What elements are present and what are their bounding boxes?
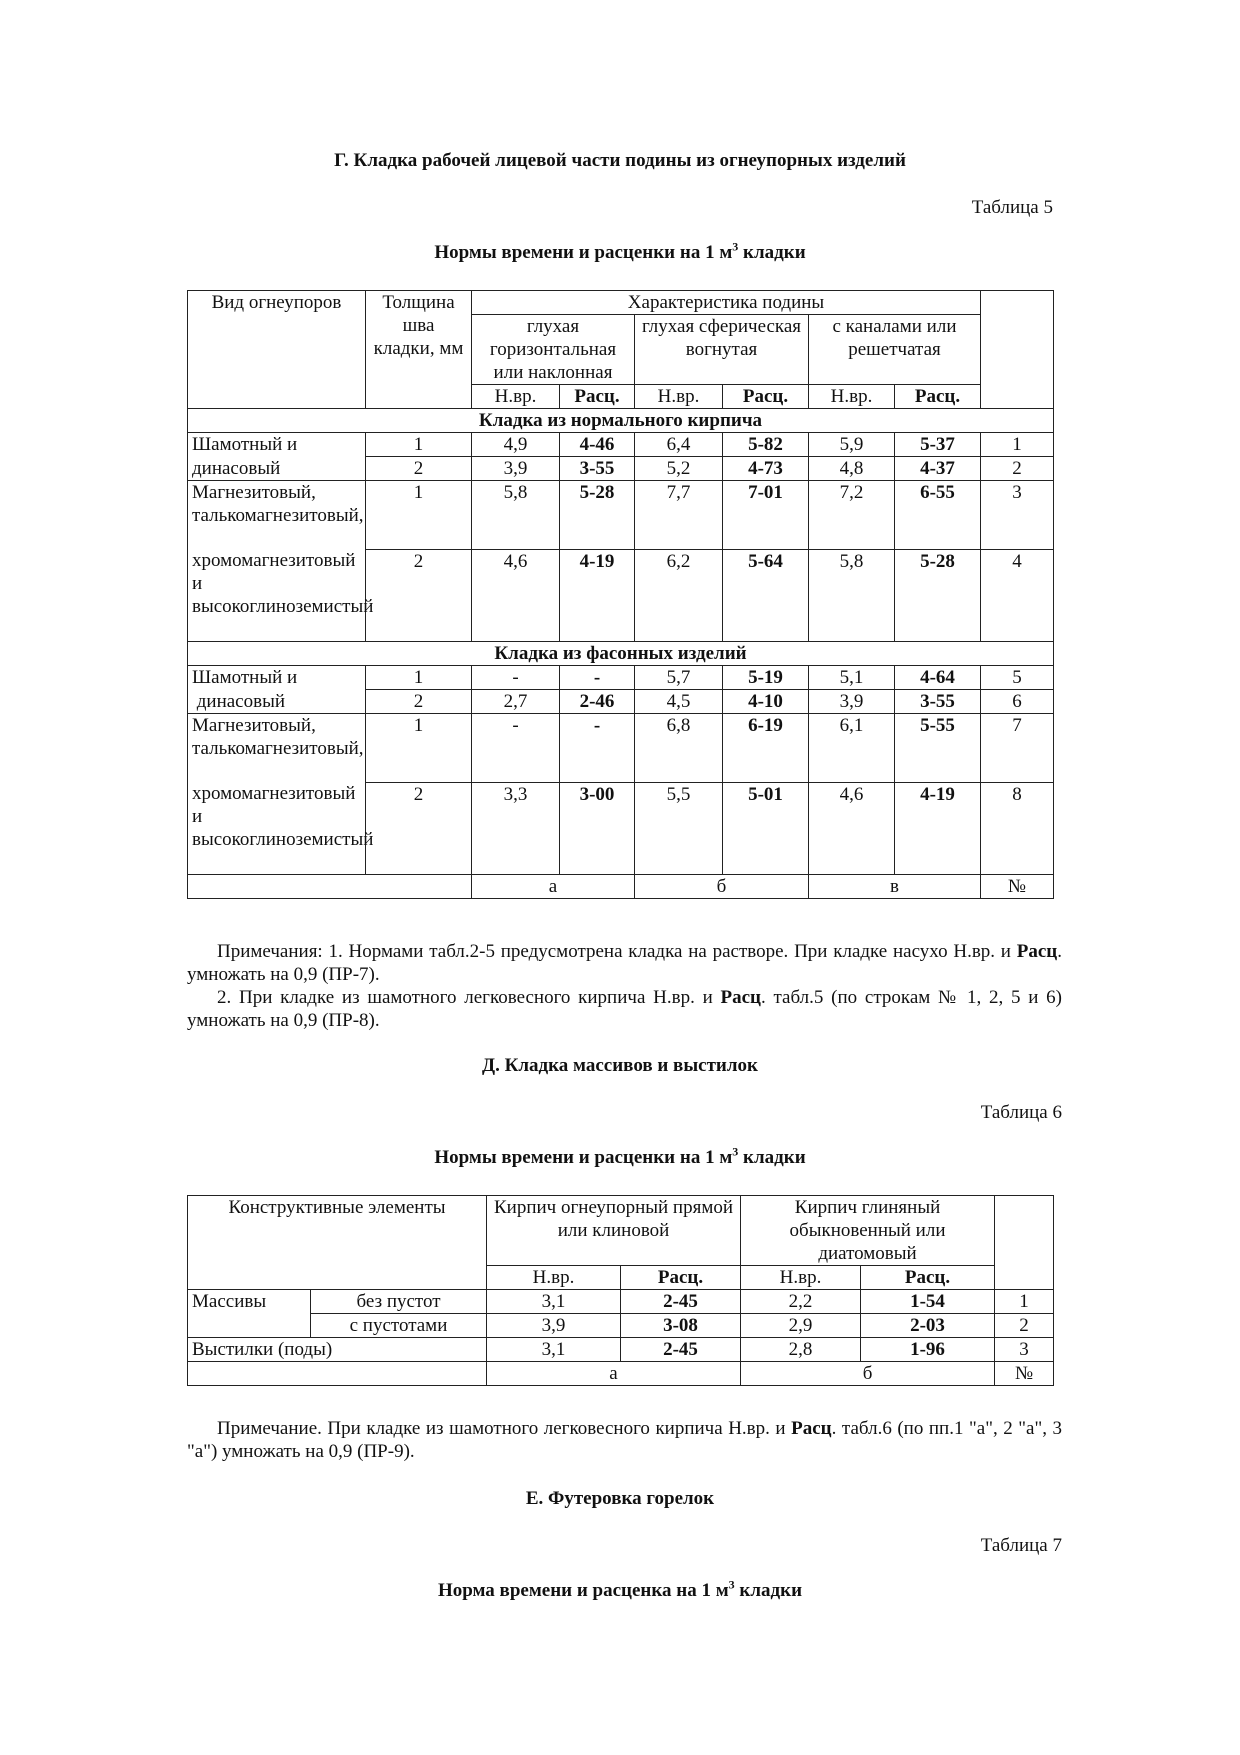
cell: 5,7	[635, 666, 723, 690]
footer-a: а	[487, 1362, 741, 1386]
row-type: Шамотный и	[188, 666, 366, 690]
table-footer	[188, 875, 1054, 899]
cell: 1-54	[861, 1290, 995, 1314]
cell: 6,4	[635, 433, 723, 457]
note-bold: Расц	[720, 987, 762, 1008]
cell: 5,2	[635, 457, 723, 481]
row-number: 4	[981, 549, 1054, 642]
header-refractory-brick: Кирпич огнеупорный прямой или клиновой	[487, 1196, 741, 1266]
cell: 6,1	[809, 714, 895, 783]
cell: 3-55	[895, 690, 981, 714]
row-type: динасовый	[188, 457, 366, 481]
row-label: Выстилки (поды)	[188, 1338, 487, 1362]
table-row	[188, 666, 1054, 690]
caption-text-end: кладки	[738, 242, 806, 263]
cell: 6,8	[635, 714, 723, 783]
caption-text: Нормы времени и расценки на 1 м	[434, 242, 733, 263]
cell: 4,5	[635, 690, 723, 714]
note	[187, 1417, 1062, 1463]
note-text: . умножать на 0,9 (ПР-7).	[187, 941, 1062, 985]
cell: 4-10	[723, 690, 809, 714]
table6-caption	[187, 1144, 1053, 1169]
row-thickness: 2	[366, 549, 472, 642]
cell: 3,9	[487, 1314, 621, 1338]
cell: 5-28	[895, 549, 981, 642]
cell: -	[560, 714, 635, 783]
section-d-title: Д. Кладка массивов и выстилок	[482, 1055, 758, 1076]
cell: 2,2	[741, 1290, 861, 1314]
cell: 4-19	[560, 549, 635, 642]
cell: 5,8	[809, 549, 895, 642]
header-nvr: Н.вр.	[741, 1266, 861, 1290]
header-rasc: Расц.	[861, 1266, 995, 1290]
table5-caption	[187, 239, 1053, 264]
table-row	[188, 433, 1054, 457]
cell: 3,1	[487, 1290, 621, 1314]
row-number: 3	[995, 1338, 1054, 1362]
row-thickness: 2	[366, 457, 472, 481]
cell: -	[560, 666, 635, 690]
cell: 5,1	[809, 666, 895, 690]
row-number: 6	[981, 690, 1054, 714]
note-1	[187, 940, 1062, 986]
cell: 4,8	[809, 457, 895, 481]
cell: 4-64	[895, 666, 981, 690]
table-row	[188, 481, 1054, 550]
header-rasc: Расц.	[560, 385, 635, 409]
cell: 6-19	[723, 714, 809, 783]
header-rasc: Расц.	[723, 385, 809, 409]
section-g-title: Г. Кладка рабочей лицевой части подины из огнеупорных изделий	[334, 150, 906, 171]
cell: 2-45	[621, 1338, 741, 1362]
caption-text: Нормы времени и расценки на 1 м	[434, 1147, 733, 1168]
footer-number: №	[995, 1362, 1054, 1386]
caption-text-end: кладки	[734, 1580, 803, 1601]
cell: 3-08	[621, 1314, 741, 1338]
table-footer	[188, 1362, 1054, 1386]
cell: 5,5	[635, 782, 723, 875]
header-clay-brick: Кирпич глиняный обыкновенный или диатомовый	[741, 1196, 995, 1266]
row-thickness: 2	[366, 782, 472, 875]
cell: 2,8	[741, 1338, 861, 1362]
table-row	[188, 1314, 1054, 1338]
cell: 4-19	[895, 782, 981, 875]
caption-sup: 3	[732, 1144, 739, 1159]
cell: 5-55	[895, 714, 981, 783]
cell: 3,9	[809, 690, 895, 714]
cell: 5-28	[560, 481, 635, 550]
row-thickness: 2	[366, 690, 472, 714]
row-sub: с пустотами	[311, 1314, 487, 1338]
row-number: 8	[981, 782, 1054, 875]
caption-sup: 3	[732, 239, 739, 254]
header-elements: Конструктивные элементы	[188, 1196, 487, 1290]
footer-b: б	[741, 1362, 995, 1386]
footer-a: а	[472, 875, 635, 899]
cell: -	[472, 714, 560, 783]
cell: 2-45	[621, 1290, 741, 1314]
row-thickness: 1	[366, 481, 472, 550]
cell: 7-01	[723, 481, 809, 550]
footer-number: №	[981, 875, 1054, 899]
cell: 5-37	[895, 433, 981, 457]
note-2	[187, 986, 1062, 1032]
row-number: 1	[995, 1290, 1054, 1314]
cell: 5-19	[723, 666, 809, 690]
header-thickness: Толщина шва кладки, мм	[366, 291, 472, 409]
header-rasc: Расц.	[621, 1266, 741, 1290]
cell: 3-55	[560, 457, 635, 481]
header-col-c: с каналами или решетчатая	[809, 315, 981, 385]
row-number: 1	[981, 433, 1054, 457]
row-number: 7	[981, 714, 1054, 783]
cell: 7,7	[635, 481, 723, 550]
note-bold: Расц	[791, 1418, 832, 1439]
table6-note	[187, 1417, 1062, 1463]
header-characteristic: Характеристика подины	[472, 291, 981, 315]
row-thickness: 1	[366, 714, 472, 783]
header-nvr: Н.вр.	[635, 385, 723, 409]
table-row	[188, 549, 1054, 642]
caption-text: Норма времени и расценка на 1 м	[437, 1580, 729, 1601]
row-sub: без пустот	[311, 1290, 487, 1314]
header-col-a: глухая горизонтальная или наклонная	[472, 315, 635, 385]
row-number: 2	[981, 457, 1054, 481]
cell: 2,9	[741, 1314, 861, 1338]
header-nvr: Н.вр.	[809, 385, 895, 409]
table5	[187, 290, 1053, 899]
header-rasc: Расц.	[895, 385, 981, 409]
row-massivy: Массивы	[188, 1290, 311, 1338]
cell: -	[472, 666, 560, 690]
cell: 5,9	[809, 433, 895, 457]
header-nvr: Н.вр.	[472, 385, 560, 409]
table-row	[188, 714, 1054, 783]
cell: 3,9	[472, 457, 560, 481]
caption-sup: 3	[728, 1577, 735, 1592]
row-thickness: 1	[366, 666, 472, 690]
caption-text-end: кладки	[738, 1147, 806, 1168]
header-empty	[981, 291, 1054, 409]
header-type: Вид огнеупоров	[188, 291, 366, 409]
group-shaped-products: Кладка из фасонных изделий	[188, 642, 1054, 666]
note-text: 2. При кладке из шамотного легковесного кирпича Н.вр. и	[217, 987, 721, 1008]
cell: 5-64	[723, 549, 809, 642]
note-bold: Расц	[1016, 941, 1058, 962]
footer-empty	[188, 1362, 487, 1386]
cell: 7,2	[809, 481, 895, 550]
table-row	[188, 1338, 1054, 1362]
footer-b: б	[635, 875, 809, 899]
row-type: Магнезитовый, талькомагнезитовый,	[188, 481, 366, 550]
note-text: . табл.6 (по пп.1 "а", 2 "а", 3 "а") умножать на 0,9 (ПР-9).	[187, 1418, 1062, 1462]
row-type: хромомагнезитовый и высокоглиноземистый	[188, 549, 366, 642]
cell: 3,3	[472, 782, 560, 875]
footer-empty	[188, 875, 472, 899]
cell: 4,6	[472, 549, 560, 642]
table7-caption	[187, 1577, 1053, 1602]
row-type: Шамотный и	[188, 433, 366, 457]
cell: 2,7	[472, 690, 560, 714]
note-text: . табл.5 (по строкам № 1, 2, 5 и 6) умножать на 0,9 (ПР-8).	[187, 987, 1062, 1031]
cell: 6,2	[635, 549, 723, 642]
table-row	[188, 1290, 1054, 1314]
cell: 4-46	[560, 433, 635, 457]
note-text: Примечание. При кладке из шамотного легковесного кирпича Н.вр. и	[217, 1418, 792, 1439]
cell: 3-00	[560, 782, 635, 875]
cell: 3,1	[487, 1338, 621, 1362]
header-empty	[995, 1196, 1054, 1290]
note-text: Примечания: 1. Нормами табл.2-5 предусмотрена кладка на растворе. При кладке насухо Н.вр. и	[217, 941, 1017, 962]
cell: 5-01	[723, 782, 809, 875]
table5-notes	[187, 940, 1062, 1032]
cell: 4-37	[895, 457, 981, 481]
table6	[187, 1195, 1053, 1386]
row-type: Магнезитовый, талькомагнезитовый,	[188, 714, 366, 783]
cell: 2-46	[560, 690, 635, 714]
header-nvr: Н.вр.	[487, 1266, 621, 1290]
row-type: динасовый	[188, 690, 366, 714]
table-row	[188, 457, 1054, 481]
cell: 5,8	[472, 481, 560, 550]
row-thickness: 1	[366, 433, 472, 457]
footer-c: в	[809, 875, 981, 899]
cell: 2-03	[861, 1314, 995, 1338]
table-row	[188, 782, 1054, 875]
group-normal-brick: Кладка из нормального кирпича	[188, 409, 1054, 433]
row-number: 2	[995, 1314, 1054, 1338]
cell: 1-96	[861, 1338, 995, 1362]
table7-label: Таблица 7	[980, 1535, 1062, 1556]
table5-label: Таблица 5	[971, 197, 1053, 218]
row-type: хромомагнезитовый и высокоглиноземистый	[188, 782, 366, 875]
table6-label: Таблица 6	[980, 1102, 1062, 1123]
table-row	[188, 690, 1054, 714]
cell: 4,6	[809, 782, 895, 875]
cell: 4-73	[723, 457, 809, 481]
cell: 6-55	[895, 481, 981, 550]
section-e-title: Е. Футеровка горелок	[525, 1488, 715, 1509]
row-number: 5	[981, 666, 1054, 690]
row-number: 3	[981, 481, 1054, 550]
cell: 4,9	[472, 433, 560, 457]
header-col-b: глухая сферическая вогнутая	[635, 315, 809, 385]
cell: 5-82	[723, 433, 809, 457]
